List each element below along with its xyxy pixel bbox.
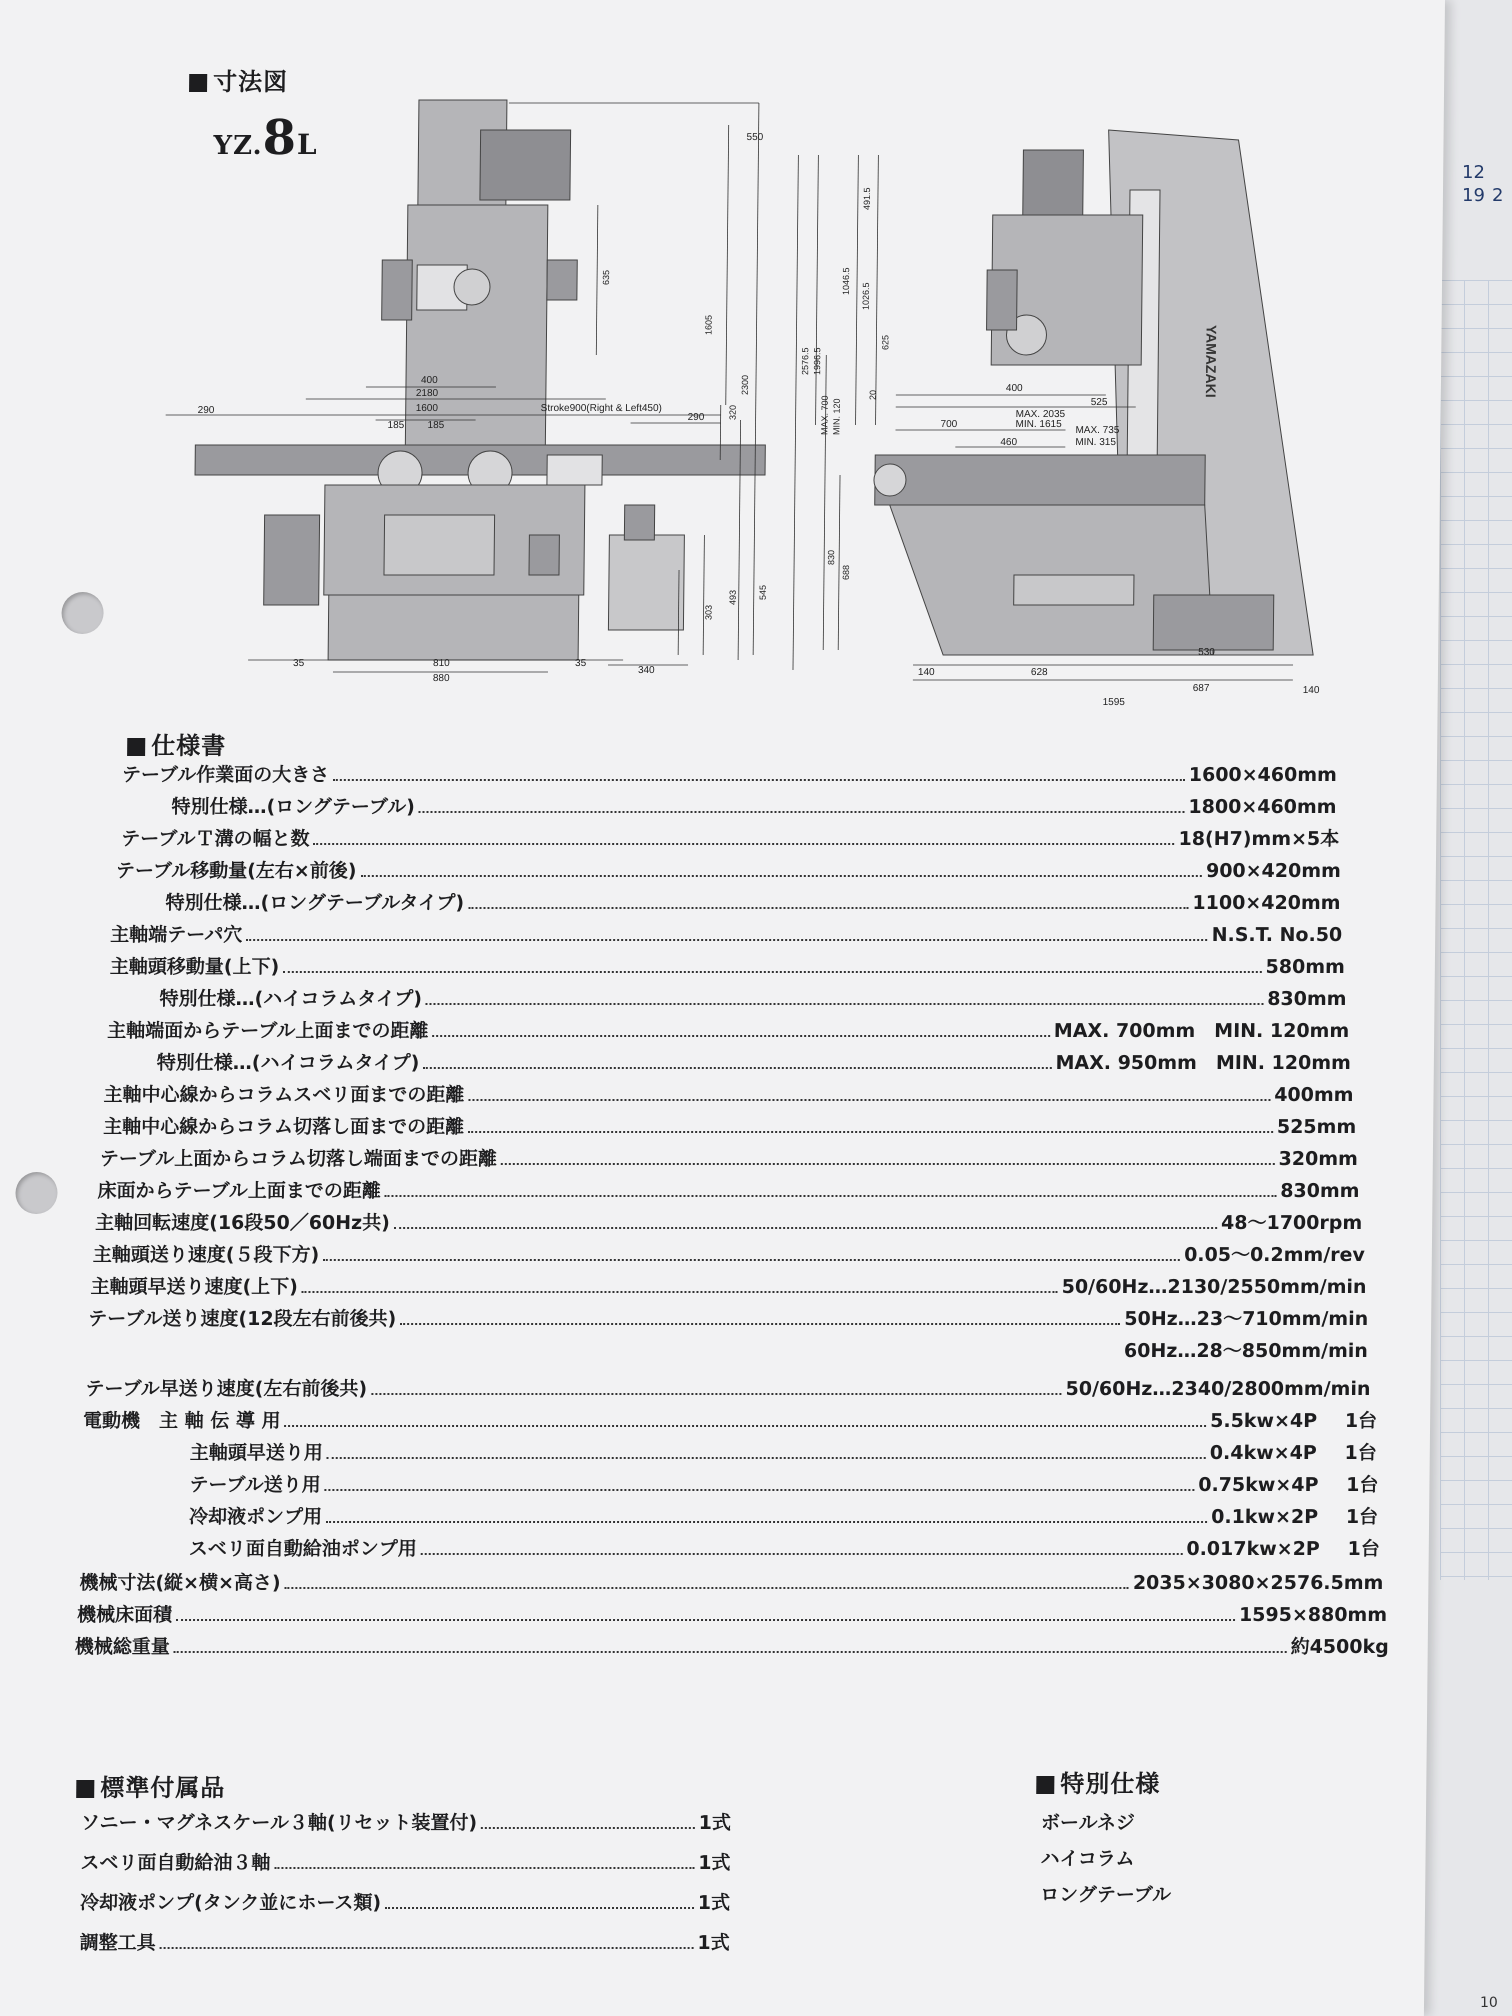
spec-row [110,952,1345,979]
spec-value: 0.05～0.2mm/rev [1184,1244,1365,1266]
accessories-section-title: 標準付属品 [76,1768,225,1803]
spec-value: 5.5kw×4P [1210,1410,1318,1432]
leader-dots [333,779,1185,781]
leader-dots [302,1291,1058,1293]
dimension-drawing [153,95,1339,715]
dim-label: 35 [292,658,305,669]
spec-value: N.S.T. No.50 [1211,924,1343,946]
dim-label: 290 [197,405,215,416]
spec-label: 主軸回転速度(16段50／60Hz共) [95,1212,390,1234]
spec-row [1068,1336,1368,1363]
column-brand-text: YAMAZAKI [1202,325,1220,398]
leader-dots [323,1259,1180,1261]
coolant-tank [608,535,684,630]
spec-label: 主軸端面からテーブル上面までの距離 [107,1020,429,1042]
spec-value: 400mm [1274,1084,1354,1106]
accessory-label: 冷却液ポンプ(タンク並にホース類) [79,1892,382,1914]
dim-label: 2300 [739,374,751,395]
punch-hole [61,592,103,634]
spec-row [79,1568,1383,1595]
dim-label: 340 [637,665,655,676]
spec-value: 約4500kg [1290,1636,1389,1658]
bullet-square-icon [76,1780,94,1798]
accessory-qty: 1式 [697,1932,730,1954]
spec-value: 48～1700rpm [1220,1212,1363,1234]
spec-value: 830mm [1280,1180,1360,1202]
spec-row [93,1240,1365,1267]
dim-label: 700 [940,419,958,430]
dim-label: 2576.5 [800,347,811,375]
dim-label: 830 [826,549,837,565]
spec-value: 0.75kw×4P [1198,1474,1319,1496]
dim-label: 625 [880,334,891,350]
bullet-square-icon [189,74,207,92]
spec-value: 900×420mm [1205,860,1341,882]
spec-row [110,920,1342,947]
spec-qty: 1台 [1347,1538,1380,1560]
leader-dots [360,875,1202,877]
dim-label: 1605 [703,314,714,335]
spec-label: 特別仕様…(ロングテーブルタイプ) [165,892,465,914]
dim-label: 550 [746,132,764,143]
calendar-date: 2 [1492,185,1504,206]
list-item [81,1808,731,1835]
motor-icon [480,130,571,200]
dim-label: 1996.5 [812,347,823,375]
dim-label: 493 [727,589,738,605]
spec-value: MAX. 950mm MIN. 120mm [1055,1052,1351,1074]
dim-label: 303 [703,604,714,620]
list-item: ボールネジ [1040,1812,1136,1834]
spec-label: テーブル送り用 [189,1474,321,1496]
spec-label: 主軸中心線からコラムスベリ面までの距離 [103,1084,465,1106]
punch-hole [15,1172,57,1214]
accessory-qty: 1式 [698,1852,731,1874]
spec-row [122,760,1337,787]
dim-label: 1600 [415,403,439,414]
leader-dots [394,1227,1217,1229]
spec-row [107,1016,1349,1043]
spec-value: MAX. 700mm MIN. 120mm [1053,1020,1350,1042]
dim-label: MAX. 735 [1075,425,1120,436]
spec-label: 主軸頭送り速度(５段下方) [92,1244,320,1266]
table-side [875,455,1206,505]
base [328,595,579,660]
spec-qty: 1台 [1344,1442,1377,1464]
spec-row [190,1438,1377,1465]
dim-label: 1026.5 [860,282,872,310]
spec-row [159,984,1346,1011]
spec-label: スベリ面自動給油ポンプ用 [188,1538,417,1560]
dim-label: 635 [601,269,612,285]
spec-value: 0.017kw×2P [1186,1538,1320,1560]
spec-value: 1595×880mm [1238,1604,1388,1626]
spec-value: 1800×460mm [1188,796,1337,818]
spec-value: 0.4kw×4P [1209,1442,1317,1464]
spec-row [121,824,1339,851]
spec-row [95,1208,1362,1235]
spec-label: 主軸頭早送り速度(上下) [90,1276,299,1298]
dim-label: MIN. 1615 [1015,419,1062,430]
dim-label: 525 [1090,397,1108,408]
leader-dots [423,1067,1051,1069]
leader-dots [426,1003,1263,1005]
dim-label: MAX. 2035 [1015,409,1066,420]
spec-qty: 1台 [1344,1410,1378,1432]
leader-dots [285,1587,1129,1589]
leader-dots [327,1457,1206,1459]
special-list [1040,1808,1172,1916]
spec-row [189,1534,1380,1561]
spec-row [77,1600,1387,1627]
leader-dots [421,1553,1183,1555]
spec-row [103,1080,1353,1107]
spec-label: テーブル移動量(左右×前後) [115,860,357,882]
stroke-label: Stroke900(Right & Left450) [540,403,662,414]
dim-label: 400 [420,375,438,386]
spec-value: 1600×460mm [1188,764,1337,786]
spec-value: 18(H7)mm×5本 [1178,828,1340,850]
leader-dots [174,1651,1287,1653]
special-section-title: 特別仕様 [1036,1764,1160,1799]
list-item [80,1928,730,1955]
list-item [80,1888,730,1915]
leader-dots [371,1393,1061,1395]
leader-dots [432,1035,1049,1037]
spec-value: 0.1kw×2P [1211,1506,1319,1528]
list-item: ロングテーブル [1040,1884,1172,1906]
grid-paper [1440,280,1512,1580]
spec-label: テーブル作業面の大きさ [121,764,330,786]
leader-dots [325,1489,1195,1491]
spec-label: 電動機 主 軸 伝 導 用 [83,1410,281,1432]
list-item: ハイコラム [1040,1848,1135,1870]
model-name: YZ.8L [213,110,318,166]
dim-label: 491.5 [861,187,873,210]
spec-value: 580mm [1265,956,1345,978]
spec-value: 50Hz…23～710mm/min [1124,1308,1369,1330]
dim-label: MIN. 315 [1075,437,1117,448]
spec-row [116,856,1341,883]
dim-label: 460 [1000,437,1018,448]
leader-dots [283,971,1261,973]
dim-label: 1046.5 [840,267,852,295]
leader-dots [468,1099,1270,1101]
dim-label: 35 [574,658,587,669]
accessory-label: 調整工具 [79,1932,156,1954]
spec-row [157,1048,1351,1075]
leader-dots [400,1323,1120,1325]
spec-label: 主軸中心線からコラム切落し面までの距離 [103,1116,465,1138]
front-view [193,100,769,660]
leader-dots [385,1195,1276,1197]
dim-label: 290 [687,412,705,423]
leader-dots [246,939,1207,941]
spec-label: テーブルＴ溝の幅と数 [121,828,310,850]
motor-icon [1023,150,1084,215]
spec-label: 主軸頭移動量(上下) [109,956,280,978]
spec-label: 特別仕様…(ロングテーブル) [171,796,415,818]
spindle-head [405,205,548,455]
leader-dots [501,1163,1275,1165]
dim-label: 320 [727,404,738,420]
spec-row [88,1304,1368,1331]
spec-row [90,1272,1366,1299]
dim-label: 810 [432,658,450,669]
spec-row [83,1406,1377,1433]
spec-row [189,1502,1378,1529]
spec-row [97,1176,1359,1203]
accessory-qty: 1式 [697,1892,731,1914]
spec-label: テーブル送り速度(12段左右前後共) [88,1308,397,1330]
dim-label: 2180 [415,388,439,399]
spec-label: テーブル早送り速度(左右前後共) [85,1378,368,1400]
leader-dots [285,1425,1207,1427]
dim-label: 400 [1005,383,1023,394]
leader-dots [468,1131,1273,1133]
list-item [80,1848,730,1875]
spec-label: 機械寸法(縦×横×高さ) [79,1572,281,1594]
dim-label: 185 [387,420,405,431]
handwheel-icon [874,464,906,496]
accessories-list [79,1808,731,1968]
spec-value: 525mm [1276,1116,1357,1138]
bullet-square-icon [127,738,145,756]
spec-label: テーブル上面からコラム切落し端面までの距離 [99,1148,498,1170]
spec-label: 主軸端テーパ穴 [110,924,243,946]
spec-value: 1100×420mm [1192,892,1341,914]
dim-label: 185 [427,420,445,431]
dim-label: 880 [432,673,450,684]
leader-dots [468,907,1188,909]
page-number: 10 [1480,1995,1498,2011]
dim-label: MAX. 700 [819,395,830,435]
dim-label: 628 [1030,667,1048,678]
spec-row [85,1374,1370,1401]
leader-dots [419,811,1185,813]
accessory-label: スベリ面自動給油３軸 [80,1852,271,1874]
specs-section-title: 仕様書 [127,726,226,761]
spec-label: 機械総重量 [74,1636,170,1658]
dim-label: 687 [1192,683,1210,694]
dim-label: 20 [867,389,878,400]
spec-row [75,1632,1389,1659]
dim-label: 140 [1302,685,1320,696]
spec-qty: 1台 [1345,1506,1379,1528]
spec-label: 床面からテーブル上面までの距離 [97,1180,381,1202]
leader-dots [326,1521,1207,1523]
spec-row [165,888,1340,915]
spec-row [103,1112,1356,1139]
spec-row [171,792,1336,819]
drawing-section-title: 寸法図 [189,62,288,97]
spec-label: 特別仕様…(ハイコラムタイプ) [159,988,423,1010]
accessory-label: ソニー・マグネスケール３軸(リセット装置付) [80,1812,478,1834]
spec-label: 冷却液ポンプ用 [188,1506,323,1528]
dim-label: 688 [840,564,852,580]
spec-value: 60Hz…28～850mm/min [1123,1340,1368,1362]
spec-label: 機械床面積 [76,1604,173,1626]
calendar-date: 19 [1462,185,1485,206]
calendar-date: 12 [1462,162,1485,183]
dim-label: 545 [757,584,768,600]
spec-row [100,1144,1358,1171]
leader-dots [313,843,1174,845]
dim-label: 140 [917,667,935,678]
spec-value: 50/60Hz…2130/2550mm/min [1061,1276,1367,1298]
accessory-qty: 1式 [698,1812,732,1834]
spec-label: 主軸頭早送り用 [189,1442,323,1464]
dim-label: 1595 [1102,697,1125,708]
spec-value: 2035×3080×2576.5mm [1132,1572,1384,1594]
dim-label: MIN. 120 [831,398,842,435]
spec-qty: 1台 [1346,1474,1379,1496]
dim-label: 530 [1198,647,1215,658]
leader-dots [176,1619,1235,1621]
side-view [872,130,1318,655]
spec-value: 320mm [1278,1148,1358,1170]
bullet-square-icon [1036,1776,1054,1794]
spec-row [189,1470,1378,1497]
spec-label: 特別仕様…(ハイコラムタイプ) [156,1052,420,1074]
spec-value: 50/60Hz…2340/2800mm/min [1065,1378,1371,1400]
spec-value: 830mm [1267,988,1347,1010]
